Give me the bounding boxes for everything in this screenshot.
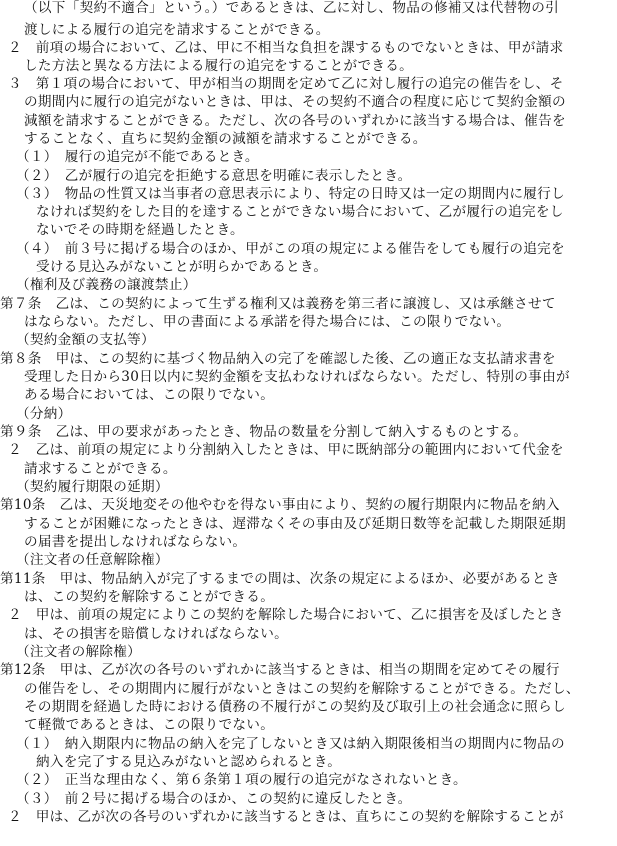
text-line: 納入を完了する見込みがないと認められるとき。 bbox=[36, 754, 342, 770]
list-item: （１） 納入期限内に物品の納入を完了しないとき又は納入期限後相当の期間内に物品の bbox=[16, 736, 565, 752]
article-line: 第12条 甲は、乙が次の各号のいずれかに該当するときは、相当の期間を定めてその履行 bbox=[0, 662, 560, 678]
text-line: ある場合においては、この限りでない。 bbox=[24, 387, 275, 403]
text-line: の届書を提出しなければならない。 bbox=[24, 534, 247, 550]
text-line: 減額を請求することができる。ただし、次の各号のいずれかに該当する場合は、催告を bbox=[24, 113, 566, 129]
article-line: 第９条 乙は、甲の要求があったとき、物品の数量を分割して納入するものとする。 bbox=[0, 424, 528, 440]
text-line: はならない。ただし、甲の書面による承諾を得た場合には、この限りでない。 bbox=[24, 314, 511, 330]
text-line: 渡しによる履行の追完を請求することができる。 bbox=[24, 22, 330, 38]
section-heading: （注文者の解除権） bbox=[16, 644, 142, 660]
list-item: （２） 乙が履行の追完を拒絶する意思を明確に表示したとき。 bbox=[16, 168, 412, 184]
list-item: （３） 物品の性質又は当事者の意思表示により、特定の日時又は一定の期間内に履行し bbox=[16, 186, 565, 202]
text-line: ２ 前項の場合において、乙は、甲に不相当な負担を課するものでないときは、甲が請求 bbox=[8, 40, 564, 56]
text-line: ないでその時期を経過したとき。 bbox=[36, 222, 244, 238]
text-line: することが困難になったときは、遅滞なくその事由及び延期日数等を記載した期限延期 bbox=[24, 516, 566, 532]
text-line: 請求することができる。 bbox=[24, 461, 177, 477]
text-line: 受ける見込みがないことが明らかであるとき。 bbox=[36, 259, 328, 275]
article-line: 第11条 甲は、物品納入が完了するまでの間は、次条の規定によるほか、必要があるとき bbox=[0, 571, 560, 587]
article-line: 第10条 乙は、天災地変その他やむを得ない事由により、契約の履行期限内に物品を納入 bbox=[0, 497, 560, 513]
section-heading: （権利及び義務の譲渡禁止） bbox=[16, 277, 197, 293]
article-line: 第８条 甲は、この契約に基づく物品納入の完了を確認した後、乙の適正な支払請求書を bbox=[0, 351, 556, 367]
text-line: ２ 甲は、乙が次の各号のいずれかに該当するときは、直ちにこの契約を解除することが bbox=[8, 809, 564, 825]
list-item: （１） 履行の追完が不能であるとき。 bbox=[16, 149, 259, 165]
text-line: 受理した日から30日以内に契約金額を支払わなければならない。ただし、特別の事由が bbox=[24, 369, 570, 385]
article-line: 第７条 乙は、この契約によって生ずる権利又は義務を第三者に譲渡し、又は承継させて bbox=[0, 296, 556, 312]
text-line: した方法と異なる方法による履行の追完をすることができる。 bbox=[24, 58, 414, 74]
text-line: ２ 乙は、前項の規定により分割納入したときは、甲に既納部分の範囲内において代金を bbox=[8, 442, 564, 458]
section-heading: （注文者の任意解除権） bbox=[16, 552, 169, 568]
section-heading: （契約履行期限の延期） bbox=[16, 479, 169, 495]
text-line: は、この契約を解除することができる。 bbox=[24, 589, 275, 605]
text-line: の期間内に履行の追完がないときは、甲は、その契約不適合の程度に応じて契約金額の bbox=[24, 94, 566, 110]
text-line: は、その損害を賠償しなければならない。 bbox=[24, 626, 288, 642]
list-item: （４） 前３号に掲げる場合のほか、甲がこの項の規定による催告をしても履行の追完を bbox=[16, 241, 565, 257]
section-heading: （契約金額の支払等） bbox=[16, 332, 155, 348]
list-item: （３） 前２号に掲げる場合のほか、この契約に違反したとき。 bbox=[16, 791, 412, 807]
text-line: ３ 第１項の場合において、甲が相当の期間を定めて乙に対し履行の追完の催告をし、そ bbox=[8, 76, 564, 92]
text-line: その期間を経過した時における債務の不履行がこの契約及び取引上の社会通念に照らし bbox=[24, 699, 566, 715]
list-item: （２） 正当な理由なく、第６条第１項の履行の追完がなされないとき。 bbox=[16, 772, 467, 788]
text-line: ２ 甲は、前項の規定によりこの契約を解除した場合において、乙に損害を及ぼしたとき bbox=[8, 607, 564, 623]
text-line: の催告をし、その期間内に履行がないときはこの契約を解除することができる。ただし、 bbox=[24, 681, 580, 697]
text-line: することなく、直ちに契約金額の減額を請求することができる。 bbox=[24, 131, 427, 147]
section-heading: （分納） bbox=[16, 406, 72, 422]
text-line: （以下「契約不適合」という。）であるときは、乙に対し、物品の修補又は代替物の引 bbox=[24, 0, 560, 16]
text-line: て軽微であるときは、この限りでない。 bbox=[24, 717, 275, 733]
text-line: なければ契約をした目的を達することができない場合において、乙が履行の追完をし bbox=[36, 204, 564, 220]
